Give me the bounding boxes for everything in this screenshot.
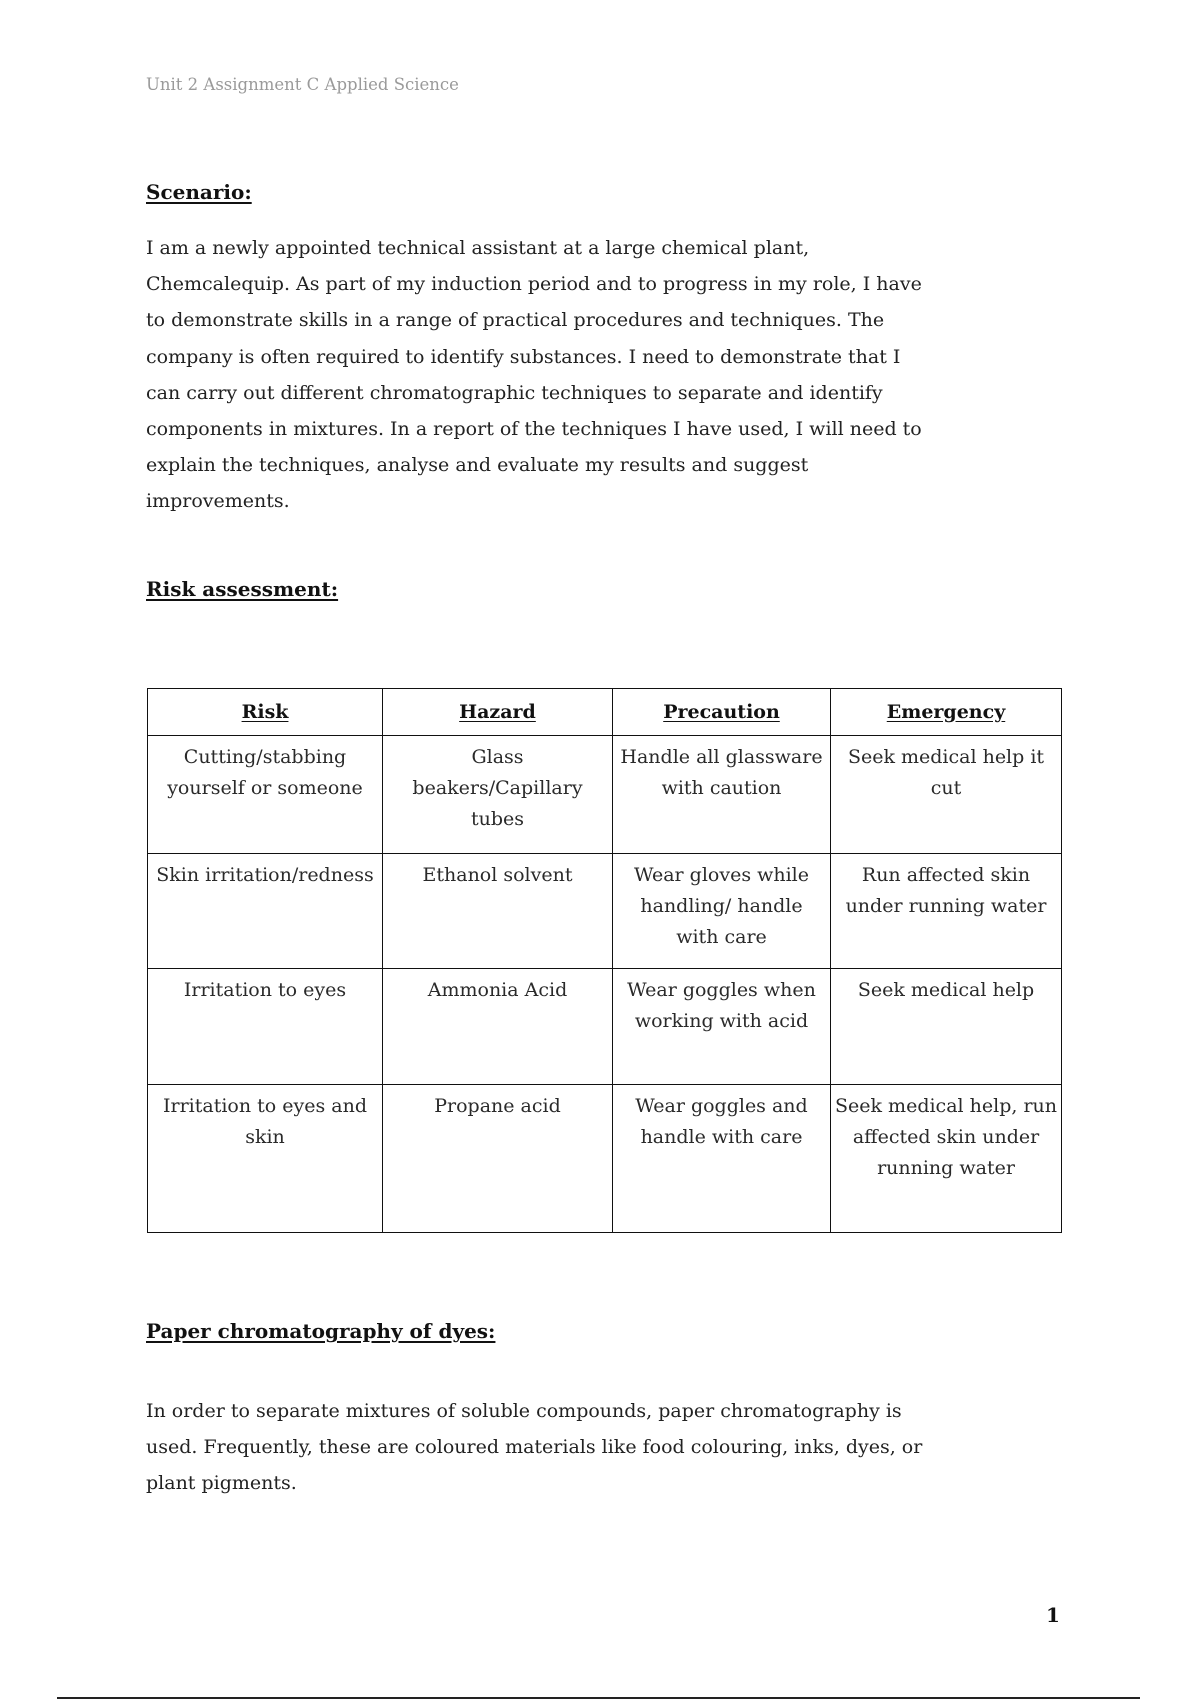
column-header-hazard: Hazard — [383, 689, 613, 736]
scenario-paragraph — [146, 230, 1106, 520]
column-header-risk: Risk — [148, 689, 383, 736]
page-bottom-rule — [57, 1697, 1140, 1699]
risk-assessment-heading: Risk assessment: — [146, 577, 339, 601]
text-line: used. Frequently, these are coloured materials like food colouring, inks, dyes, or — [146, 1436, 923, 1459]
paper-chromatography-heading: Paper chromatography of dyes: — [146, 1319, 496, 1343]
table-cell: Handle all glassware with caution — [613, 736, 831, 854]
table-cell: Wear goggles when working with acid — [613, 969, 831, 1085]
text-line: improvements. — [146, 490, 290, 513]
table-cell: Cutting/stabbing yourself or someone — [148, 736, 383, 854]
page-number: 1 — [1046, 1603, 1060, 1627]
table-cell: Wear gloves while handling/ handle with care — [613, 854, 831, 969]
table-cell: Ethanol solvent — [383, 854, 613, 969]
table-row — [148, 736, 1062, 854]
text-line: explain the techniques, analyse and evaluate my results and suggest — [146, 454, 809, 477]
table-cell: Seek medical help it cut — [831, 736, 1062, 854]
table-cell: Glass beakers/Capillary tubes — [383, 736, 613, 854]
text-line: Chemcalequip. As part of my induction period and to progress in my role, I have — [146, 273, 922, 296]
table-cell: Skin irritation/redness — [148, 854, 383, 969]
table-cell: Seek medical help, run affected skin under running water — [831, 1085, 1062, 1233]
column-header-precaution: Precaution — [613, 689, 831, 736]
table-cell: Irritation to eyes — [148, 969, 383, 1085]
table-cell: Irritation to eyes and skin — [148, 1085, 383, 1233]
running-header: Unit 2 Assignment C Applied Science — [146, 75, 459, 94]
table-cell: Propane acid — [383, 1085, 613, 1233]
paper-chromatography-paragraph — [146, 1393, 1106, 1502]
table-cell: Wear goggles and handle with care — [613, 1085, 831, 1233]
text-line: to demonstrate skills in a range of practical procedures and techniques. The — [146, 309, 885, 332]
text-line: company is often required to identify substances. I need to demonstrate that I — [146, 345, 901, 368]
table-row — [148, 1085, 1062, 1233]
table-cell: Ammonia Acid — [383, 969, 613, 1085]
risk-assessment-table — [147, 688, 1062, 1233]
text-line: I am a newly appointed technical assistant at a large chemical plant, — [146, 237, 810, 259]
table-row — [148, 969, 1062, 1085]
table-cell: Seek medical help — [831, 969, 1062, 1085]
column-header-emergency: Emergency — [831, 689, 1062, 736]
table-header-row — [148, 689, 1062, 736]
table-cell: Run affected skin under running water — [831, 854, 1062, 969]
text-line: plant pigments. — [146, 1472, 297, 1495]
table-row — [148, 854, 1062, 969]
text-line: can carry out different chromatographic techniques to separate and identify — [146, 381, 883, 404]
text-line: In order to separate mixtures of soluble compounds, paper chromatography is — [146, 1400, 902, 1422]
text-line: components in mixtures. In a report of the techniques I have used, I will need to — [146, 418, 922, 441]
scenario-heading: Scenario: — [146, 180, 252, 204]
